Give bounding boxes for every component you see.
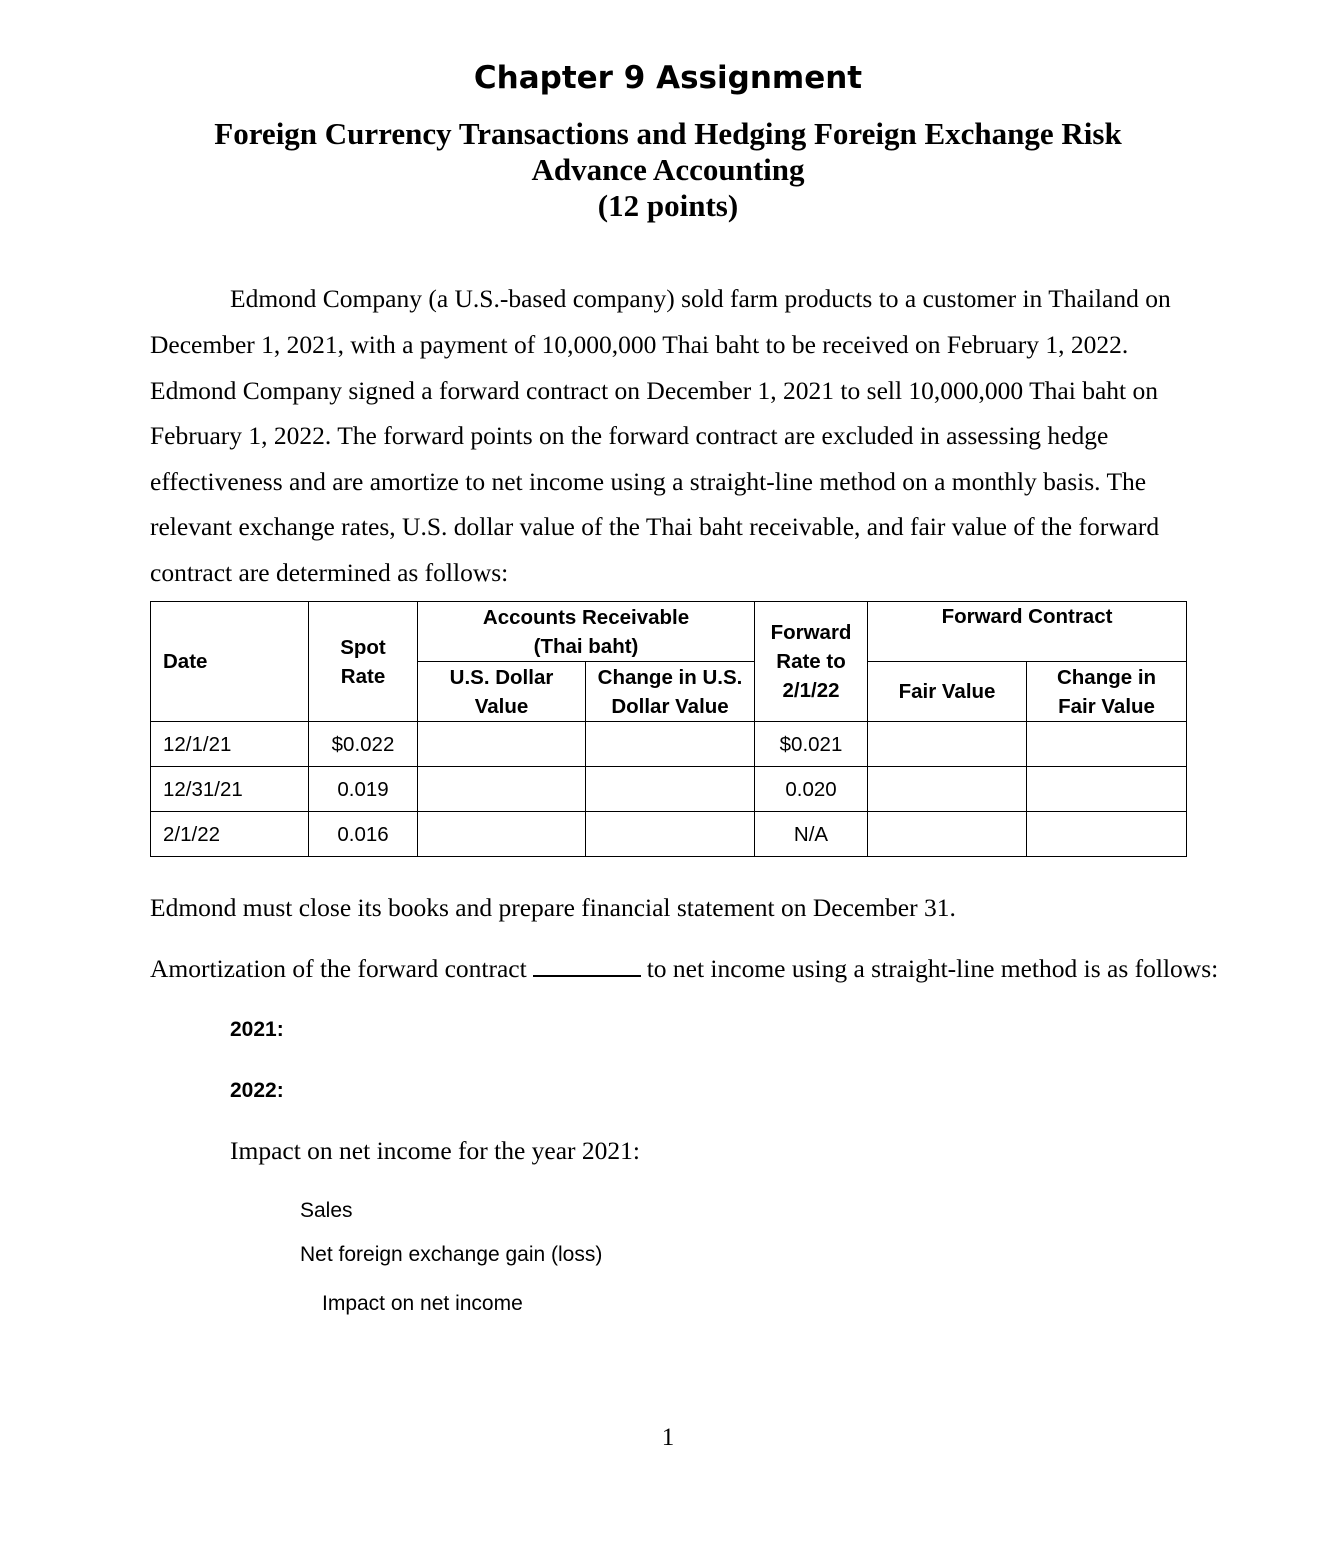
cell-date: 2/1/22 (151, 812, 309, 857)
amortization-sentence (150, 953, 1218, 984)
cell-fair-value (868, 767, 1027, 812)
amortization-2022-label: 2022: (230, 1079, 284, 1102)
header-usd-value-line1: U.S. Dollar (449, 665, 554, 689)
header-change-usd (586, 662, 755, 722)
amortization-2021-label: 2021: (230, 1018, 284, 1041)
amortization-text-after: to net income using a straight-line method is as follows: (646, 954, 1219, 983)
subtitle-topic: Foreign Currency Transactions and Hedging Foreign Exchange Risk (214, 116, 1122, 151)
header-spot-rate-line2: Rate (340, 664, 386, 688)
header-forward-contract: Forward Contract (868, 602, 1187, 662)
header-date: Date (151, 602, 309, 722)
cell-spot-rate: $0.022 (309, 722, 418, 767)
header-accounts-receivable (418, 602, 755, 662)
cell-change-fair-value (1027, 767, 1187, 812)
cell-forward-rate: 0.020 (755, 767, 868, 812)
cell-change-usd (586, 767, 755, 812)
cell-change-usd (586, 812, 755, 857)
cell-spot-rate: 0.016 (309, 812, 418, 857)
cell-date: 12/1/21 (151, 722, 309, 767)
header-change-fv-line2: Fair Value (1058, 694, 1155, 718)
cell-fair-value (868, 722, 1027, 767)
header-forward-rate-line2: Rate to (776, 650, 846, 673)
header-forward-rate (755, 602, 868, 722)
header-change-fair-value (1027, 662, 1187, 722)
header-spot-rate (309, 602, 418, 722)
header-forward-rate-line3: 2/1/22 (782, 679, 840, 702)
subtitle-points: (12 points) (597, 188, 739, 223)
cell-change-usd (586, 722, 755, 767)
table-row (151, 722, 1187, 767)
header-fair-value: Fair Value (868, 662, 1027, 722)
table-row (151, 767, 1187, 812)
cell-usd-value (418, 722, 586, 767)
impact-heading: Impact on net income for the year 2021: (230, 1136, 640, 1165)
impact-sales-label: Sales (300, 1199, 353, 1222)
page-number: 1 (661, 1424, 675, 1451)
closing-note: Edmond must close its books and prepare financial statement on December 31. (150, 893, 956, 922)
subtitle-course: Advance Accounting (531, 152, 805, 187)
header-forward-rate-line1: Forward (770, 621, 852, 644)
header-change-usd-line2: Dollar Value (611, 694, 729, 718)
cell-date: 12/31/21 (151, 767, 309, 812)
intro-line: contract are determined as follows: (150, 558, 509, 587)
cell-usd-value (418, 812, 586, 857)
intro-line: February 1, 2022. The forward points on the forward contract are excluded in assessing hedge (150, 421, 1109, 450)
cell-change-fair-value (1027, 812, 1187, 857)
header-change-usd-line1: Change in U.S. (597, 665, 743, 689)
intro-line: December 1, 2021, with a payment of 10,000,000 Thai baht to be received on February 1, 2022. (150, 330, 1129, 359)
intro-line: Edmond Company (a U.S.-based company) sold farm products to a customer in Thailand on (230, 284, 1171, 313)
amortization-blank[interactable] (533, 953, 641, 977)
header-spot-rate-line1: Spot (340, 635, 386, 659)
table-row (151, 812, 1187, 857)
header-usd-value (418, 662, 586, 722)
impact-total-label: Impact on net income (322, 1292, 523, 1315)
intro-line: Edmond Company signed a forward contract on December 1, 2021 to sell 10,000,000 Thai baht on (150, 376, 1158, 405)
cell-spot-rate: 0.019 (309, 767, 418, 812)
header-change-fv-line1: Change in (1056, 665, 1157, 689)
header-usd-value-line2: Value (474, 694, 529, 718)
header-ar-line2: (Thai baht) (533, 634, 639, 658)
cell-fair-value (868, 812, 1027, 857)
exchange-rate-table (150, 601, 1187, 857)
cell-usd-value (418, 767, 586, 812)
amortization-text-before: Amortization of the forward contract (150, 954, 527, 983)
cell-change-fair-value (1027, 722, 1187, 767)
page-title: Chapter 9 Assignment (473, 60, 863, 96)
header-ar-line1: Accounts Receivable (482, 605, 690, 629)
intro-line: effectiveness and are amortize to net income using a straight-line method on a monthly basis. The (150, 467, 1147, 496)
intro-line: relevant exchange rates, U.S. dollar value of the Thai baht receivable, and fair value of the forward (150, 512, 1160, 541)
cell-forward-rate: N/A (755, 812, 868, 857)
impact-net-fx-label: Net foreign exchange gain (loss) (300, 1243, 603, 1266)
cell-forward-rate: $0.021 (755, 722, 868, 767)
